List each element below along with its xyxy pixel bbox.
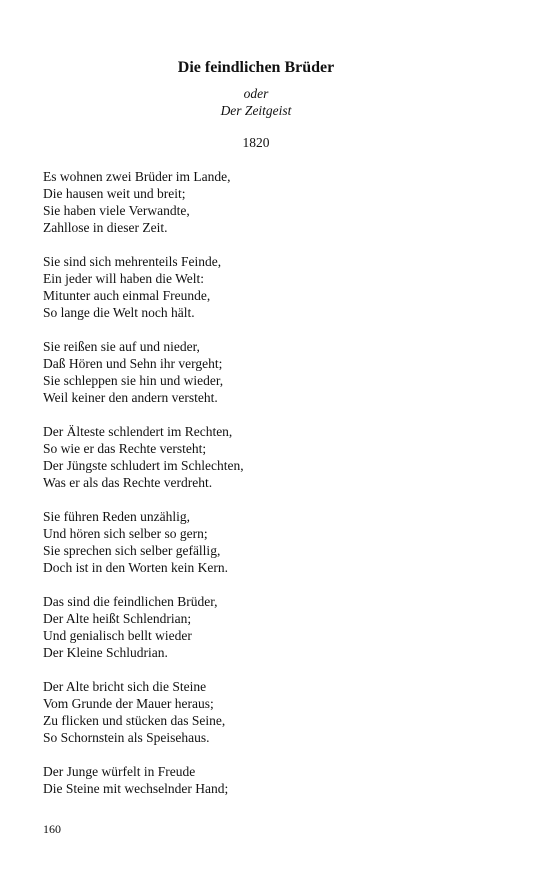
poem-line: Der Junge würfelt in Freude <box>43 764 196 779</box>
poem-line: Sie schleppen sie hin und wieder, <box>43 373 224 388</box>
page-number: 160 <box>43 822 61 836</box>
poem-line: Mitunter auch einmal Freunde, <box>43 288 211 303</box>
poem-line: Sie haben viele Verwandte, <box>43 203 190 218</box>
poem-line: Weil keiner den andern versteht. <box>43 390 218 405</box>
poem-line: Daß Hören und Sehn ihr vergeht; <box>43 356 223 371</box>
poem-line: Die hausen weit und breit; <box>43 186 186 201</box>
stanza <box>43 508 503 576</box>
poem-line: Der Jüngste schludert im Schlechten, <box>43 458 244 473</box>
poem-line: Der Alte bricht sich die Steine <box>43 679 207 694</box>
poem-line: Vom Grunde der Mauer heraus; <box>43 696 214 711</box>
stanza <box>43 338 503 406</box>
poem-line: Der Älteste schlendert im Rechten, <box>43 424 233 439</box>
poem-body <box>43 168 503 814</box>
stanza <box>43 593 503 661</box>
poem-line: So wie er das Rechte versteht; <box>43 441 207 456</box>
poem-line: Ein jeder will haben die Welt: <box>43 271 204 286</box>
stanza <box>43 423 503 491</box>
poem-subtitle-oder: oder <box>243 86 269 101</box>
poem-line: Das sind die feindlichen Brüder, <box>43 594 218 609</box>
poem-line: Der Alte heißt Schlendrian; <box>43 611 192 626</box>
poem-line: Sie führen Reden unzählig, <box>43 509 190 524</box>
stanza <box>43 253 503 321</box>
poem-line: Was er als das Rechte verdreht. <box>43 475 213 490</box>
stanza <box>43 763 503 797</box>
poem-line: Zahllose in dieser Zeit. <box>43 220 168 235</box>
stanza <box>43 678 503 746</box>
poem-line: Sie sind sich mehrenteils Feinde, <box>43 254 222 269</box>
poem-line: Sie reißen sie auf und nieder, <box>43 339 200 354</box>
poem-line: Doch ist in den Worten kein Kern. <box>43 560 228 575</box>
poem-line: Es wohnen zwei Brüder im Lande, <box>43 169 231 184</box>
poem-line: Die Steine mit wechselnder Hand; <box>43 781 229 796</box>
poem-line: So lange die Welt noch hält. <box>43 305 195 320</box>
poem-line: Zu flicken und stücken das Seine, <box>43 713 226 728</box>
poem-line: So Schornstein als Speisehaus. <box>43 730 210 745</box>
stanza <box>43 168 503 236</box>
poem-year: 1820 <box>242 135 270 150</box>
poem-line: Und genialisch bellt wieder <box>43 628 192 643</box>
poem-subtitle-zeitgeist: Der Zeitgeist <box>220 103 292 118</box>
poem-line: Sie sprechen sich selber gefällig, <box>43 543 221 558</box>
poem-line: Und hören sich selber so gern; <box>43 526 208 541</box>
poem-line: Der Kleine Schludrian. <box>43 645 168 660</box>
poem-title: Die feindlichen Brüder <box>177 59 335 76</box>
